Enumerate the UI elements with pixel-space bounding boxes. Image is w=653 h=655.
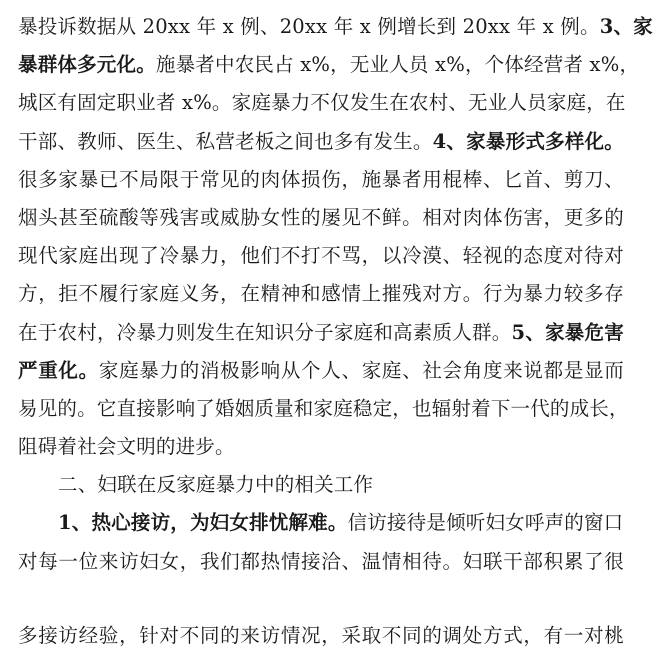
text-line [18, 314, 624, 352]
text-line [18, 390, 629, 428]
text-line [18, 428, 624, 466]
body-text: 易见的。它直接影响了婚姻质量和家庭稳定，也辐射着下一代的成长， [18, 396, 629, 420]
text-line [18, 504, 624, 542]
page-break-gap [18, 581, 624, 617]
text-line [18, 237, 624, 275]
bold-heading: 5、家暴危害 [511, 320, 624, 344]
body-text: 现代家庭出现了冷暴力，他们不打不骂，以冷漠、轻视的态度对待对 [18, 244, 624, 268]
body-text: 施暴者中农民占 x%，无业人员 x%，个体经营者 x%， [155, 53, 640, 77]
section-heading: 二、妇联在反家庭暴力中的相关工作 [58, 473, 374, 497]
body-text: 暴投诉数据从 20xx 年 x 例、20xx 年 x 例增长到 20xx 年 x 例。 [18, 15, 600, 38]
body-text: 很多家暴已不局限于常见的肉体损伤，施暴者用棍棒、匕首、剪刀、 [18, 167, 624, 191]
text-line [18, 199, 624, 237]
text-line [18, 84, 624, 122]
body-text: 多接访经验，针对不同的来访情况，采取不同的调处方式，有一对桃 [18, 623, 624, 647]
bold-heading: 4、家暴形式多样化。 [432, 129, 624, 153]
text-line [18, 46, 640, 84]
body-text: 家庭暴力的消极影响从个人、家庭、社会角度来说都是显而 [98, 358, 624, 382]
section-heading-line [18, 466, 624, 504]
body-text: 干部、教师、医生、私营老板之间也多有发生。 [18, 129, 433, 153]
text-line [18, 8, 653, 46]
document-page [18, 8, 653, 647]
body-text: 城区有固定职业者 x%。家庭暴力不仅发生在农村、无业人员家庭，在 [18, 91, 626, 115]
text-line [18, 543, 624, 581]
body-text: 信访接待是倾听妇女呼声的窗口 [347, 511, 624, 535]
body-text: 烟头甚至硫酸等残害或威胁女性的屡见不鲜。相对肉体伤害，更多的 [18, 205, 624, 229]
bold-heading: 3、家 [599, 15, 653, 38]
bold-heading: 暴群体多元化。 [18, 53, 156, 77]
body-text: 阻碍着社会文明的进步。 [18, 435, 235, 459]
body-text: 在于农村，冷暴力则发生在知识分子家庭和高素质人群。 [18, 320, 512, 344]
bold-heading: 严重化。 [18, 358, 99, 382]
text-line [18, 123, 624, 161]
body-text: 方，拒不履行家庭义务，在精神和感情上摧残对方。行为暴力较多存 [18, 282, 624, 306]
bold-heading: 1、热心接访，为妇女排忧解难。 [58, 511, 348, 535]
text-line-partial [18, 617, 624, 647]
text-line [18, 275, 624, 313]
text-line [18, 352, 624, 390]
body-text: 对每一位来访妇女，我们都热情接洽、温情相待。妇联干部积累了很 [18, 549, 624, 573]
text-line [18, 161, 624, 199]
